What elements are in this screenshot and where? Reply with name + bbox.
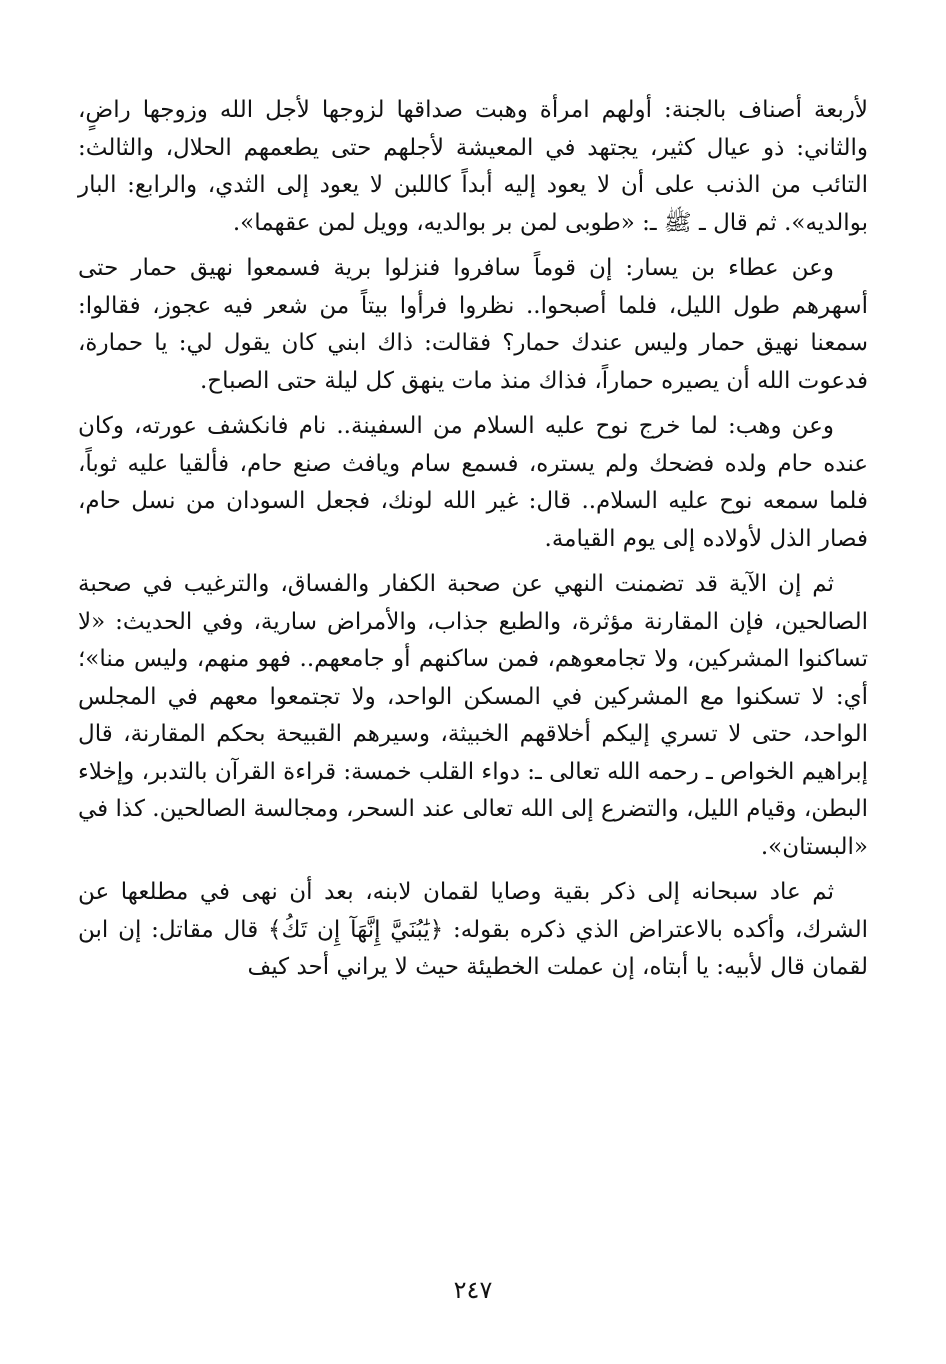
paragraph-2: وعن عطاء بن يسار: إن قوماً سافروا فنزلوا برية فسمعوا نهيق حمار حتى أسهرهم طول الليل، فلما أصبحوا.. نظروا فرأوا بيتاً من شعر فيه عجوز، فقالوا: سمعنا نهيق حمار وليس عندك حمار؟ فقالت: ذاك ابني كان يقول لي: يا حمارة، فدعوت الله أن يصيره حماراً، فذاك منذ مات ينهق كل ليلة حتى الصباح. (78, 255, 868, 394)
paragraph-5: ثم عاد سبحانه إلى ذكر بقية وصايا لقمان لابنه، بعد أن نهى في مطلعها عن الشرك، وأكده بالاعتراض الذي ذكره بقوله: ﴿يَٰبُنَيَّ إِنَّهَآ إِن تَكُ﴾ قال مقاتل: إن ابن لقمان قال لأبيه: يا أبتاه، إن عملت الخطيئة حيث لا يراني أحد كيف (78, 879, 868, 980)
page-body (78, 92, 868, 1292)
page-number: ٢٤٧ (453, 1276, 493, 1304)
paragraph-1: لأربعة أصناف بالجنة: أولهم امرأة وهبت صداقها لزوجها لأجل الله وزوجها راضٍ، والثاني: ذو عيال كثير، يجتهد في المعيشة لأجلهم حتى يطعمهم الحلال، والثالث: التائب من الذنب على أن لا يعود إليه أبداً كاللبن لا يعود إلى الثدي، والرابع: البار بوالديه». ثم قال ـ ﷺ ـ: «طوبى لمن بر بوالديه، وويل لمن عقهما». (78, 97, 868, 236)
paragraph-4: ثم إن الآية قد تضمنت النهي عن صحبة الكفار والفساق، والترغيب في صحبة الصالحين، فإن المقارنة مؤثرة، والطبع جذاب، والأمراض سارية، وفي الحديث: «لا تساكنوا المشركين، ولا تجامعوهم، فمن ساكنهم أو جامعهم.. فهو منهم، وليس منا»؛ أي: لا تسكنوا مع المشركين في المسكن الواحد، ولا تجتمعوا معهم في المجلس الواحد، حتى لا تسري إليكم أخلاقهم الخبيثة، وسيرهم القبيحة بحكم المقارنة، قال إبراهيم الخواص ـ رحمه الله تعالى ـ: دواء القلب خمسة: قراءة القرآن بالتدبر، وإخلاء البطن، وقيام الليل، والتضرع إلى الله تعالى عند السحر، ومجالسة الصالحين. كذا في «البستان». (78, 571, 868, 860)
paragraph-3: وعن وهب: لما خرج نوح عليه السلام من السفينة.. نام فانكشف عورته، وكان عنده حام ولده فضحك ولم يستره، فسمع سام ويافث صنع حام، فألقيا عليه ثوباً، فلما سمعه نوح عليه السلام.. قال: غير الله لونك، فجعل السودان من نسل حام، فصار الذل لأولاده إلى يوم القيامة. (78, 413, 868, 552)
